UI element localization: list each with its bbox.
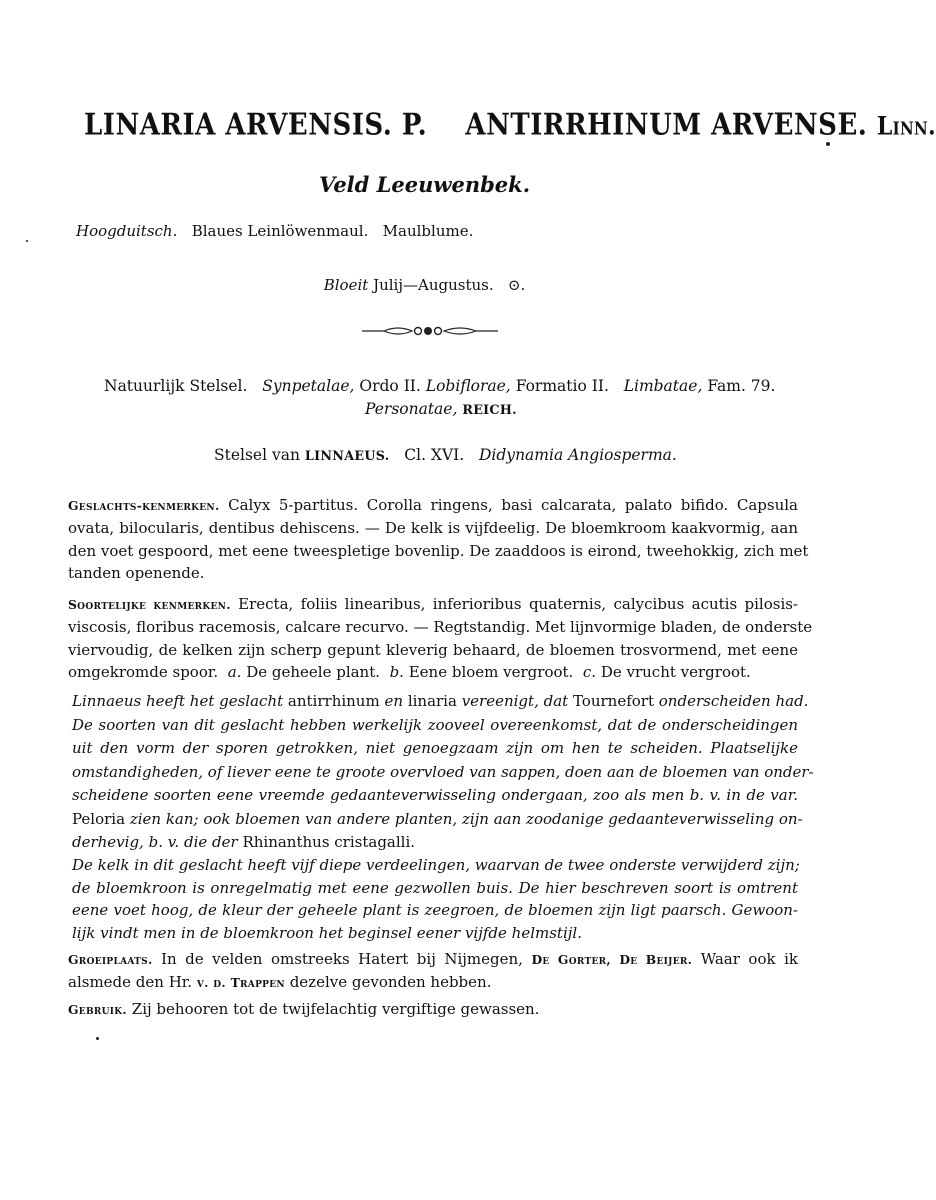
bloom-period bbox=[0, 276, 849, 294]
genus-line: den voet gespoord, met eene tweespletige bovenlip. De zaaddoos is eirond, tweehokkig, zich met bbox=[68, 541, 809, 560]
bloom-label: Bloeit bbox=[323, 276, 369, 294]
species-heading: Soortelijke kenmerken. bbox=[68, 597, 231, 612]
habitat-authors: De Gorter, De Beijer. bbox=[531, 952, 693, 967]
species-line: viervoudig, de kelken zijn scherp gepunt kleverig behaard, de bloemen trosvormend, met eene bbox=[68, 640, 798, 659]
natural-system-class: Synpetalae, bbox=[262, 377, 355, 395]
genus-line: tanden openende. bbox=[68, 563, 205, 582]
natural-system bbox=[104, 377, 775, 395]
note2-line: de bloemkroon is onregelmatig met eene gezwollen buis. De hier beschreven soort is omtrent bbox=[72, 878, 798, 897]
fig-a-letter: a. bbox=[227, 662, 242, 681]
species-line: Erecta, foliis linearibus, inferioribus quaternis, calycibus acutis pilosis- bbox=[238, 595, 799, 613]
natural-system-label: Natuurlijk Stelsel. bbox=[104, 377, 248, 395]
fig-b-caption: Eene bloem vergroot. bbox=[408, 662, 574, 681]
speck bbox=[826, 142, 830, 146]
title-author: Linn. bbox=[876, 111, 936, 142]
common-names-label: Hoogduitsch. bbox=[76, 222, 178, 240]
common-names-text: Blaues Leinlöwenmaul. bbox=[191, 222, 369, 240]
natural-system-formatio-name: Limbatae, bbox=[623, 377, 703, 395]
fig-c-caption: De vrucht vergroot. bbox=[600, 662, 751, 681]
natural-system-order: Lobiflorae, bbox=[425, 377, 511, 395]
use-line: Gebruik. Zij behooren tot de twijfelachtig vergiftige gewassen. bbox=[68, 1000, 540, 1018]
use-heading: Gebruik. bbox=[68, 1002, 128, 1017]
linnaean-class: Cl. XVI. bbox=[404, 446, 465, 464]
note1-line: De soorten van dit geslacht hebben werkelijk zooveel overeenkomst, dat de onderscheidingen bbox=[72, 715, 798, 734]
natural-system-fam: Fam. 79. bbox=[707, 377, 776, 395]
species-characters bbox=[68, 593, 813, 683]
genus-line: Calyx 5-partitus. Corolla ringens, basi calcarata, palato bifido. Capsula bbox=[228, 496, 798, 514]
linnaean-author: LINNAEUS. bbox=[304, 448, 390, 463]
common-names-text-2: Maulblume. bbox=[382, 222, 474, 240]
linnaean-label: Stelsel van bbox=[214, 446, 300, 464]
title-linaria: LINARIA ARVENSIS. P. bbox=[84, 108, 428, 143]
habitat-line-1: Groeiplaats. In de velden omstreeks Hatert bij Nijmegen, De Gorter, De Beijer. Waar ook ik bbox=[68, 950, 798, 968]
note-linnaeus bbox=[72, 690, 814, 855]
genus-line: ovata, bilocularis, dentibus dehiscens. — De kelk is vijfdeelig. De bloemkroom kaakvormig, aan bbox=[68, 519, 798, 538]
habitat bbox=[68, 948, 798, 994]
speck bbox=[26, 240, 28, 242]
species-line-figures: omgekromde spoor. a. De geheele plant. b. Eene bloem vergroot. c. De vrucht vergroot. bbox=[68, 662, 751, 681]
bloom-months: Julij—Augustus. bbox=[373, 276, 494, 294]
note1-line: scheidene soorten eene vreemde gedaanteverwisseling ondergaan, zoo als men b. v. in de var. bbox=[72, 786, 798, 804]
use bbox=[68, 998, 798, 1021]
note1-line-rhinanthus: derhevig, b. v. die der Rhinanthus cristagalli. bbox=[72, 833, 416, 851]
note1-line-peloria: Peloria zien kan; ook bloemen van andere planten, zijn aan zoodanige gedaanteverwisseling on- bbox=[72, 809, 803, 828]
speck bbox=[96, 1037, 99, 1040]
habitat-heading: Groeiplaats. bbox=[68, 952, 153, 967]
genus-heading: Geslachts-kenmerken. bbox=[68, 498, 220, 513]
common-names bbox=[76, 222, 473, 240]
note1-line: omstandigheden, of liever eene te groote overvloed van sappen, doen aan de bloemen van onder- bbox=[72, 762, 814, 781]
genus-characters bbox=[68, 494, 809, 584]
fig-b-letter: b. bbox=[389, 662, 404, 681]
common-name-title: Veld Leeuwenbek. bbox=[318, 172, 531, 197]
annual-symbol: ⊙. bbox=[507, 276, 526, 294]
note2-line: lijk vindt men in de bloemkroon het beginsel eener vijfde helmstijl. bbox=[72, 923, 582, 942]
fig-c-letter: c. bbox=[582, 662, 597, 681]
note1-line-1: Linnaeus heeft het geslacht antirrhinum en linaria vereenigt, dat Tournefort onderscheiden had. bbox=[72, 692, 809, 710]
note-kelk bbox=[72, 854, 798, 944]
habitat-line-2: alsmede den Hr. v. d. Trappen dezelve gevonden hebben. bbox=[68, 973, 492, 991]
title-antirrhinum: ANTIRRHINUM ARVENSE. bbox=[465, 108, 868, 143]
note2-line: De kelk in dit geslacht heeft vijf diepe verdeelingen, waarvan de twee onderste verwijderd zijn; bbox=[72, 856, 800, 874]
ornament-divider bbox=[362, 323, 498, 339]
natural-system-family bbox=[365, 400, 517, 418]
linnaean-name: Didynamia Angiosperma. bbox=[479, 446, 677, 464]
page-title bbox=[84, 108, 936, 143]
family-name: Personatae, bbox=[365, 400, 458, 418]
species-line: viscosis, floribus racemosis, calcare recurvo. — Regtstandig. Met lijnvormige bladen, de onderste bbox=[68, 618, 813, 637]
natural-system-ordo: Ordo II. bbox=[359, 377, 421, 395]
fig-a-caption: De geheele plant. bbox=[246, 662, 381, 681]
natural-system-formatio: Formatio II. bbox=[515, 377, 609, 395]
habitat-author-trappen: v. d. Trappen bbox=[196, 975, 285, 990]
note2-line: eene voet hoog, de kleur der geheele plant is zeegroen, de bloemen zijn ligt paarsch. Gewoon- bbox=[72, 901, 798, 919]
family-author: REICH. bbox=[462, 402, 517, 417]
note1-line: uit den vorm der sporen getrokken, niet genoegzaam zijn om hen te scheiden. Plaatselijke bbox=[72, 739, 798, 757]
linnaean-system bbox=[214, 446, 677, 464]
